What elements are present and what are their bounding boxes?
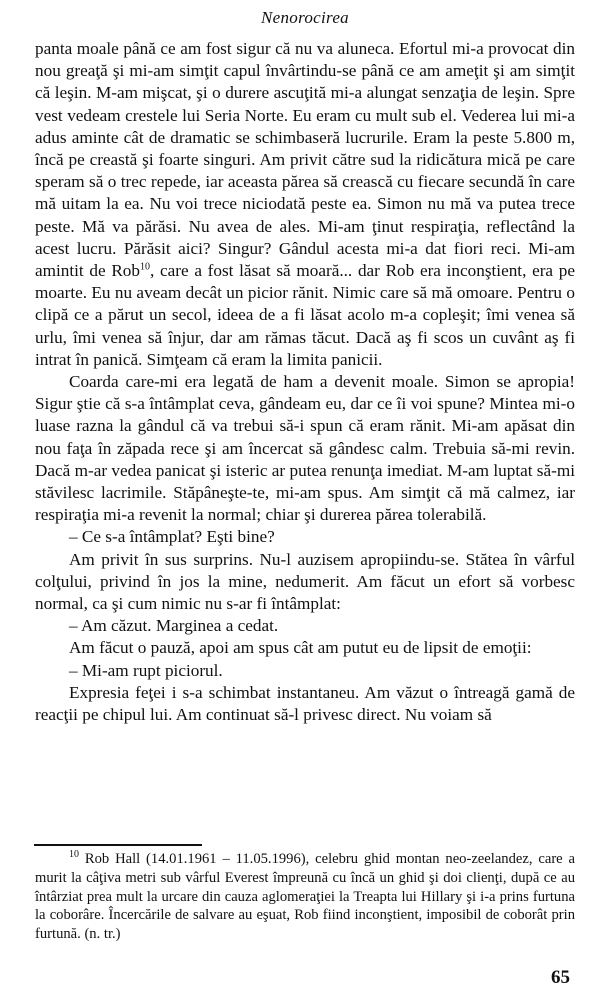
footnote-text: Rob Hall (14.01.1961 – 11.05.1996), celebru ghid montan neo-zeelandez, care a murit la câţiva metri sub vârful Everest împreună cu încă un ghid şi doi clienţi, după ce au întârziat prea mult la urcare din cauza aglomeraţiei la Treapta lui Hillary şi i-a prins furtuna la coborâre. Încercările de salvare au eşuat, Rob fiind inconştient, imposibil de coborât prin furtună. (n. tr.) [35,851,575,943]
paragraph [35,38,575,371]
dialogue-line: – Am căzut. Marginea a cedat. [69,616,279,636]
footnote-divider [34,844,202,846]
paragraph: Am privit în sus surprins. Nu-l auzisem apropiindu-se. Stătea în vârful colţului, privind în jos la mine, nedumerit. Am făcut un efort să vorbesc normal, ca şi cum nimic nu s-ar fi întâmplat: [35,549,575,614]
footnote [35,850,575,944]
paragraph: Coarda care-mi era legată de ham a devenit moale. Simon se apropia! Sigur ştie că s-a întâmplat ceva, gândeam eu, dar ce îi voi spune? Mintea mi-o luase razna la gândul că va trebui să-i spun că eram rănit. Mi-am apăsat din nou faţa în zăpada rece şi am încercat să gândesc calm. Trebuia să-mi revin. Dacă m-ar vedea panicat şi isteric ar putea renunţa imediat. M-am luptat să-mi stăvilesc lacrimile. Stăpâneşte-te, mi-am spus. Am simţit că mă calmez, iar respiraţia mi-a revenit la normal; chiar şi durerea părea tolerabilă. [35,372,575,525]
paragraph: Am făcut o pauză, apoi am spus cât am putut eu de lipsit de emoţii: [69,638,532,658]
paragraph-text-continued: , care a fost lăsat să moară... dar Rob era inconştient, era pe moarte. Eu nu aveam decât un picior rănit. Nimic care să mă omoare. Pentru o clipă ce a părut un secol, ideea de a fi lăsat acolo m-a copleşit; îmi venea să urlu, îmi venea să înjur, dar am rămas tăcut. Dacă aş fi scos un cuvânt aş fi intrat în panică. Simţeam că eram la limita panicii. [35,261,575,369]
page-body [35,38,575,726]
footnote-reference[interactable]: 10 [140,261,150,273]
page-number: 65 [551,967,570,988]
paragraph-text: panta moale până ce am fost sigur că nu va aluneca. Efortul mi-a provocat din nou greaţă şi mi-am simţit capul învârtindu-se până ce am ameţit şi am simţit că leşin. M-am mişcat, şi o durere ascuţită mi-a alungat senzaţia de leşin. Spre vest vedeam crestele lui Seria Norte. Eu eram cu mult sub el. Vederea lui mi-a adus aminte cât de dramatic se schimbaseră lucrurile. Eram la peste 5.800 m, încă pe creastă şi foarte singuri. Am privit către sud la ridicătura mică pe care speram să o trec repede, iar aceasta părea să crească cu fiecare secundă în care mă uitam la ea. Nu voi trece niciodată peste ea. Simon nu mă va putea trece peste. Mă va părăsi. Nu avea de ales. Mi-am ţinut respiraţia, reflectând la acest lucru. Părăsit aici? Singur? Gândul acesta mi-a dat fiori reci. Mi-am amintit de Rob [35,39,575,281]
dialogue-line: – Mi-am rupt piciorul. [69,660,223,680]
paragraph: Expresia feţei i s-a schimbat instantaneu. Am văzut o întreagă gamă de reacţii pe chipul lui. Am continuat să-l privesc direct. Nu voiam să [35,682,575,725]
running-header: Nenorocirea [261,8,349,27]
footnote-marker: 10 [69,849,79,861]
dialogue-line: – Ce s-a întâmplat? Eşti bine? [69,527,275,547]
